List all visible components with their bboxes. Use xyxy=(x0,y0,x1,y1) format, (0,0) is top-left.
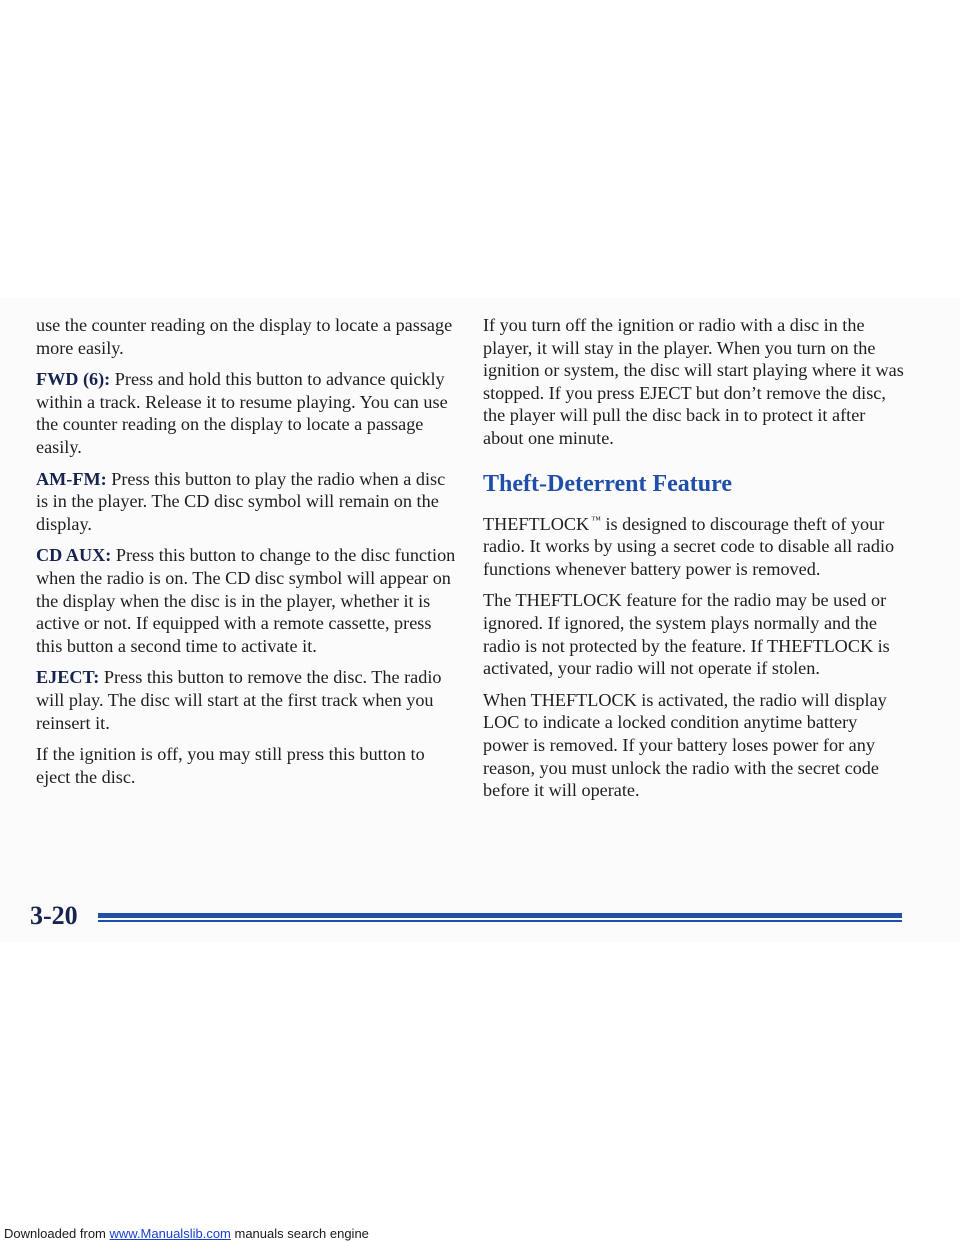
term-cd-aux: CD AUX: xyxy=(36,545,112,566)
term-fwd: FWD (6): xyxy=(36,369,111,390)
eject-description: Press this button to remove the disc. The radio will play. The disc will start at the first track when you reinsert it. xyxy=(36,667,442,733)
paragraph-counter-reading: use the counter reading on the display to locate a passage more easily. xyxy=(36,315,453,358)
footer-rule-thin xyxy=(98,920,902,922)
footer-rule-thick xyxy=(98,913,902,918)
paragraph-theftlock-usage: The THEFTLOCK feature for the radio may be used or ignored. If ignored, the system plays normally and the radio is not protected by the feature. If THEFTLOCK is activated, your radio will not operate if stolen. xyxy=(483,590,890,679)
term-am-fm: AM-FM: xyxy=(36,468,107,489)
theftlock-name: THEFTLOCK xyxy=(483,513,590,534)
left-column xyxy=(36,314,458,797)
footer-prefix: Downloaded from xyxy=(4,1226,110,1241)
paragraph-cd-aux xyxy=(36,544,458,657)
right-column xyxy=(483,314,907,811)
fwd-description: Press and hold this button to advance quickly within a track. Release it to resume playing. You can use the counter reading on the display to locate a passage easily. xyxy=(36,369,448,457)
manualslib-link[interactable]: www.Manualslib.com xyxy=(109,1226,231,1241)
paragraph-disc-in-player: If you turn off the ignition or radio with a disc in the player, it will stay in the player. When you turn on the ignition or system, the disc will start playing where it was stopped. If you press EJECT but don’t remove the disc, the player will pull the disc back in to protect it after about one minute. xyxy=(483,315,904,448)
section-heading-theft-deterrent: Theft-Deterrent Feature xyxy=(483,470,732,497)
page-number: 3-20 xyxy=(30,901,78,930)
paragraph-am-fm xyxy=(36,468,458,536)
theftlock-intro-text: is designed to discourage theft of your radio. It works by using a secret code to disable all radio functions whenever battery power is removed. xyxy=(483,513,895,579)
am-fm-description: Press this button to play the radio when a disc is in the player. The CD disc symbol will remain on the display. xyxy=(36,468,446,534)
term-eject: EJECT: xyxy=(36,667,100,688)
cd-aux-description: Press this button to change to the disc function when the radio is on. The CD disc symbol will appear on the display when the disc is in the player, whether it is active or not. If equipped with a remote cassette, press this button a second time to activate it. xyxy=(36,545,456,656)
paragraph-ignition-off: If the ignition is off, you may still press this button to eject the disc. xyxy=(36,744,425,787)
paragraph-theftlock-intro xyxy=(483,510,907,581)
paragraph-eject xyxy=(36,666,458,734)
trademark-symbol: ™ xyxy=(591,514,601,526)
paragraph-fwd xyxy=(36,368,458,458)
paragraph-theftlock-activated: When THEFTLOCK is activated, the radio will display LOC to indicate a locked condition anytime battery power is removed. If your battery loses power for any reason, you must unlock the radio with the secret code before it will operate. xyxy=(483,689,887,801)
download-footer xyxy=(4,1226,369,1241)
footer-suffix: manuals search engine xyxy=(230,1226,369,1241)
